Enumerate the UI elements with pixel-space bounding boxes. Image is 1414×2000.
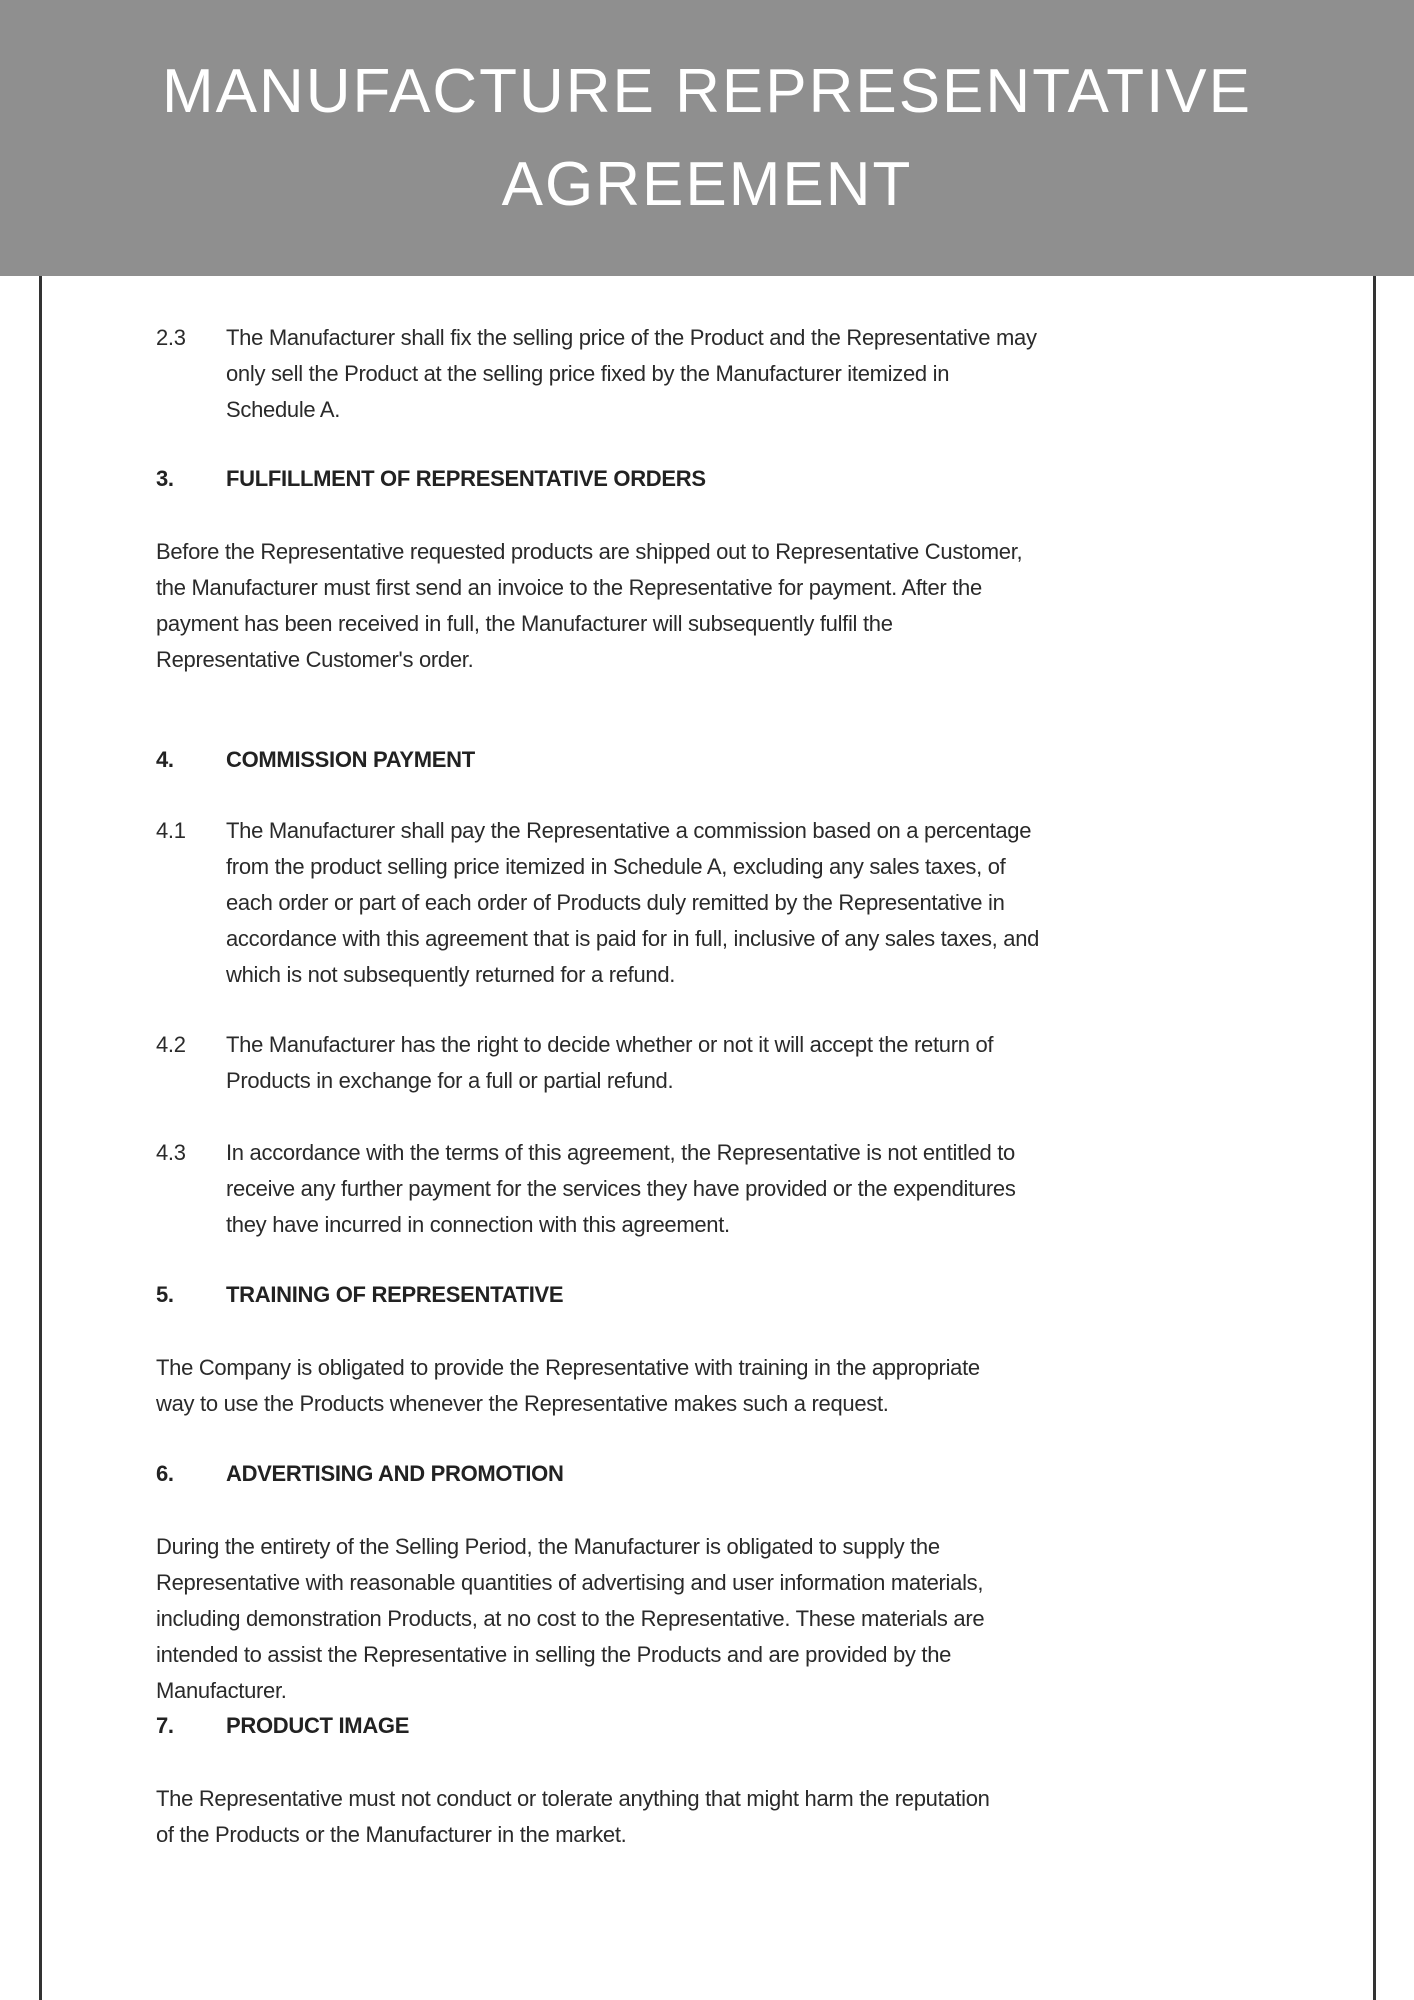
text-line: Products in exchange for a full or partial refund.	[226, 1068, 674, 1093]
section-heading	[156, 461, 706, 497]
text-line: The Manufacturer has the right to decide whether or not it will accept the return of	[226, 1032, 994, 1057]
text-line: only sell the Product at the selling price fixed by the Manufacturer itemized in	[226, 361, 950, 386]
clause	[156, 320, 1037, 428]
paragraph	[156, 534, 1022, 678]
text-line: Before the Representative requested products are shipped out to Representative Customer,	[156, 539, 1023, 564]
text-line: The Representative must not conduct or tolerate anything that might harm the reputation	[156, 1786, 990, 1811]
section-number: 3.	[156, 466, 174, 491]
section-heading	[156, 1708, 409, 1744]
section-heading	[156, 742, 475, 778]
text-line: Manufacturer.	[156, 1678, 287, 1703]
text-line: receive any further payment for the services they have provided or the expenditures	[226, 1176, 1016, 1201]
text-line: Representative Customer's order.	[156, 647, 474, 672]
text-line: each order or part of each order of Products duly remitted by the Representative in	[226, 890, 1005, 915]
section-number: 6.	[156, 1461, 174, 1486]
document-title-line-2: AGREEMENT	[501, 150, 913, 219]
section-number: 2.3	[156, 325, 186, 350]
text-line: The Manufacturer shall pay the Representative a commission based on a percentage	[226, 818, 1032, 843]
section-heading	[156, 1456, 564, 1492]
text-line: from the product selling price itemized in Schedule A, excluding any sales taxes, of	[226, 854, 1006, 879]
left-page-border	[39, 276, 42, 2000]
paragraph	[156, 1781, 990, 1853]
section-number: 4.	[156, 747, 174, 772]
text-line: of the Products or the Manufacturer in the market.	[156, 1822, 627, 1847]
section-number: 4.2	[156, 1032, 186, 1057]
heading-text: COMMISSION PAYMENT	[226, 747, 475, 772]
section-number: 7.	[156, 1713, 174, 1738]
text-line: The Company is obligated to provide the Representative with training in the appropriate	[156, 1355, 980, 1380]
clause	[156, 1135, 1016, 1243]
text-line: intended to assist the Representative in selling the Products and are provided by the	[156, 1642, 952, 1667]
right-page-border	[1373, 276, 1376, 2000]
text-line: The Manufacturer shall fix the selling price of the Product and the Representative may	[226, 325, 1037, 350]
text-line: way to use the Products whenever the Representative makes such a request.	[156, 1391, 889, 1416]
title-banner	[0, 0, 1414, 276]
heading-text: FULFILLMENT OF REPRESENTATIVE ORDERS	[226, 466, 706, 491]
text-line: which is not subsequently returned for a refund.	[226, 962, 676, 987]
heading-text: PRODUCT IMAGE	[226, 1713, 410, 1738]
text-line: including demonstration Products, at no cost to the Representative. These materials are	[156, 1606, 985, 1631]
text-line: During the entirety of the Selling Period, the Manufacturer is obligated to supply the	[156, 1534, 940, 1559]
clause	[156, 1027, 993, 1099]
section-number: 4.1	[156, 818, 186, 843]
heading-text: ADVERTISING AND PROMOTION	[226, 1461, 564, 1486]
clause	[156, 813, 1039, 993]
section-number: 4.3	[156, 1140, 186, 1165]
section-number: 5.	[156, 1282, 174, 1307]
text-line: payment has been received in full, the Manufacturer will subsequently fulfil the	[156, 611, 893, 636]
text-line: In accordance with the terms of this agreement, the Representative is not entitled to	[226, 1140, 1015, 1165]
text-line: the Manufacturer must first send an invoice to the Representative for payment. After the	[156, 575, 982, 600]
paragraph	[156, 1529, 984, 1709]
document-title-line-1: MANUFACTURE REPRESENTATIVE	[161, 57, 1253, 126]
heading-text: TRAINING OF REPRESENTATIVE	[226, 1282, 564, 1307]
paragraph	[156, 1350, 980, 1422]
text-line: they have incurred in connection with this agreement.	[226, 1212, 730, 1237]
section-heading	[156, 1277, 563, 1313]
text-line: accordance with this agreement that is paid for in full, inclusive of any sales taxes, and	[226, 926, 1040, 951]
text-line: Representative with reasonable quantities of advertising and user information materials,	[156, 1570, 984, 1595]
text-line: Schedule A.	[226, 397, 341, 422]
